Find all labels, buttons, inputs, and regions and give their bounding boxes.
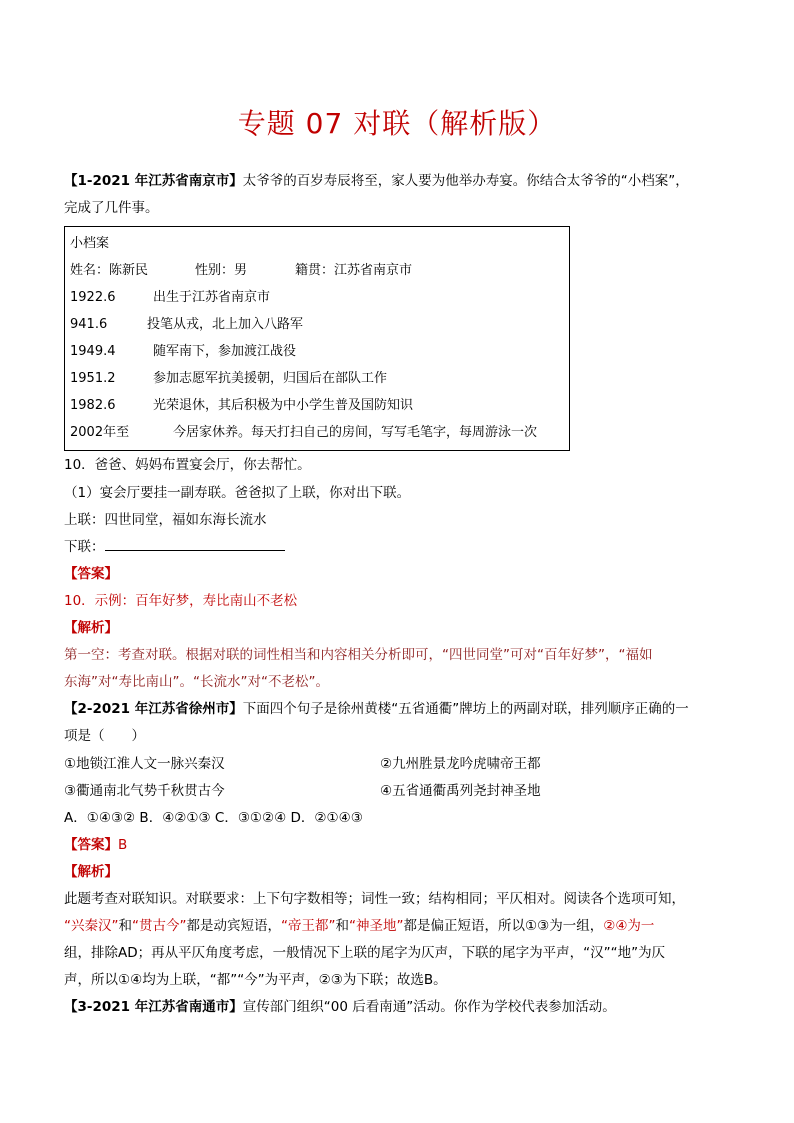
- q1-analysis-label: 【解析】: [64, 620, 118, 636]
- archive-date: 1951.2: [70, 371, 116, 386]
- q2-option-4: ④五省通衢禹列尧封神圣地: [380, 783, 541, 799]
- q3-source: 【3-2021 年江苏省南通市】: [64, 999, 243, 1015]
- archive-hometown: 籍贯：江苏省南京市: [295, 263, 413, 278]
- q1-intro-text: 太爷爷的百岁寿辰将至，家人要为他举办寿宴。你结合太爷爷的“小档案”，: [242, 173, 689, 189]
- q2-answer: B: [118, 837, 128, 853]
- q1-intro-line1: [64, 172, 689, 190]
- text-and: 和: [118, 918, 132, 934]
- archive-event: 投笔从戎，北上加入八路军: [147, 317, 304, 332]
- q1-answer: 10．示例：百年好梦，寿比南山不老松: [64, 593, 298, 609]
- text-and-2: 和: [335, 918, 349, 934]
- page-title: 专题 07 对联（解析版）: [237, 107, 557, 140]
- q2-option-3: ③衢通南北气势千秋贯古今: [64, 783, 225, 799]
- text-modifier: 都是偏正短语，所以①③为一组，: [403, 918, 604, 934]
- q2-stem-text: 下面四个句子是徐州黄楼“五省通衢”牌坊上的两副对联，排列顺序正确的一: [242, 701, 689, 717]
- q2-option-2: ②九州胜景龙吟虎啸帝王都: [380, 756, 541, 772]
- q2-option-1: ①地锁江淮人文一脉兴秦汉: [64, 756, 225, 772]
- q2-answer-line: [64, 836, 127, 854]
- phrase-guangujin: “贯古今”: [132, 918, 187, 934]
- q1-answer-label: 【答案】: [64, 566, 118, 582]
- answer-blank: [105, 538, 285, 551]
- q1-analysis-line1: 第一空：考查对联。根据对联的词性相当和内容相关分析即可，“四世同堂”可对“百年好梦”，“福如: [64, 647, 653, 663]
- archive-event: 光荣退休，其后积极为中小学生普及国防知识: [153, 398, 414, 413]
- q2-stem-line1: [64, 700, 689, 718]
- archive-event: 随军南下，参加渡江战役: [153, 344, 297, 359]
- lower-couplet-line: [64, 538, 285, 556]
- q2-answer-label: 【答案】: [64, 837, 118, 853]
- text-verb-object: 都是动宾短语，: [186, 918, 281, 934]
- q1-intro-line2: 完成了几件事。: [64, 200, 159, 216]
- lower-couplet-label: 下联：: [64, 539, 105, 555]
- q2-choices: A．①④③② B．④②①③ C．③①②④ D．②①④③: [64, 810, 363, 826]
- archive-date: 1922.6: [70, 290, 116, 305]
- archive-heading: 小档案: [70, 236, 110, 251]
- phrase-xingqinhan: “兴秦汉”: [64, 918, 119, 934]
- archive-date: 1949.4: [70, 344, 116, 359]
- archive-event: 今居家休养。每天打扫自己的房间，写写毛笔字，每周游泳一次: [173, 425, 538, 440]
- q2-analysis-line1: 此题考查对联知识。对联要求：上下句字数相等；词性一致；结构相同；平仄相对。阅读各个选项可知，: [64, 891, 685, 907]
- archive-date: 941.6: [70, 317, 108, 332]
- q1-analysis-line2: 东海”对“寿比南山”。“长流水”对“不老松”。: [64, 674, 329, 690]
- phrase-shenshengdi: “神圣地”: [349, 918, 404, 934]
- archive-box: [64, 226, 570, 451]
- upper-couplet: 上联：四世同堂，福如东海长流水: [64, 512, 267, 528]
- q10-1-stem: （1）宴会厅要挂一副寿联。爸爸拟了上联，你对出下联。: [64, 485, 411, 501]
- q2-analysis-label: 【解析】: [64, 864, 118, 880]
- q2-stem-line2: 项是（ ）: [64, 728, 145, 744]
- archive-gender: 性别：男: [195, 263, 248, 278]
- q2-analysis-line3: 组，排除AD；再从平仄角度考虑，一般情况下上联的尾字为仄声，下联的尾字为平声，“汉”“地”为仄: [64, 945, 666, 961]
- q3-stem-line: [64, 998, 616, 1016]
- q2-analysis-line2: [64, 917, 654, 935]
- archive-date: 2002年至: [70, 425, 130, 440]
- archive-name: 姓名：陈新民: [70, 263, 149, 278]
- text-group-24: ②④为一: [603, 918, 655, 934]
- q2-analysis-line4: 声，所以①④均为上联，“都”“今”为平声，②③为下联；故选B。: [64, 972, 447, 988]
- phrase-diwangdu: “帝王都”: [281, 918, 336, 934]
- archive-event: 出生于江苏省南京市: [153, 290, 271, 305]
- archive-event: 参加志愿军抗美援朝，归国后在部队工作: [153, 371, 388, 386]
- q2-source: 【2-2021 年江苏省徐州市】: [64, 701, 243, 717]
- q1-source: 【1-2021 年江苏省南京市】: [64, 173, 243, 189]
- q3-stem-text: 宣传部门组织“00 后看南通”活动。你作为学校代表参加活动。: [242, 999, 616, 1015]
- q10-stem: 10．爸爸、妈妈布置宴会厅，你去帮忙。: [64, 457, 311, 473]
- archive-date: 1982.6: [70, 398, 116, 413]
